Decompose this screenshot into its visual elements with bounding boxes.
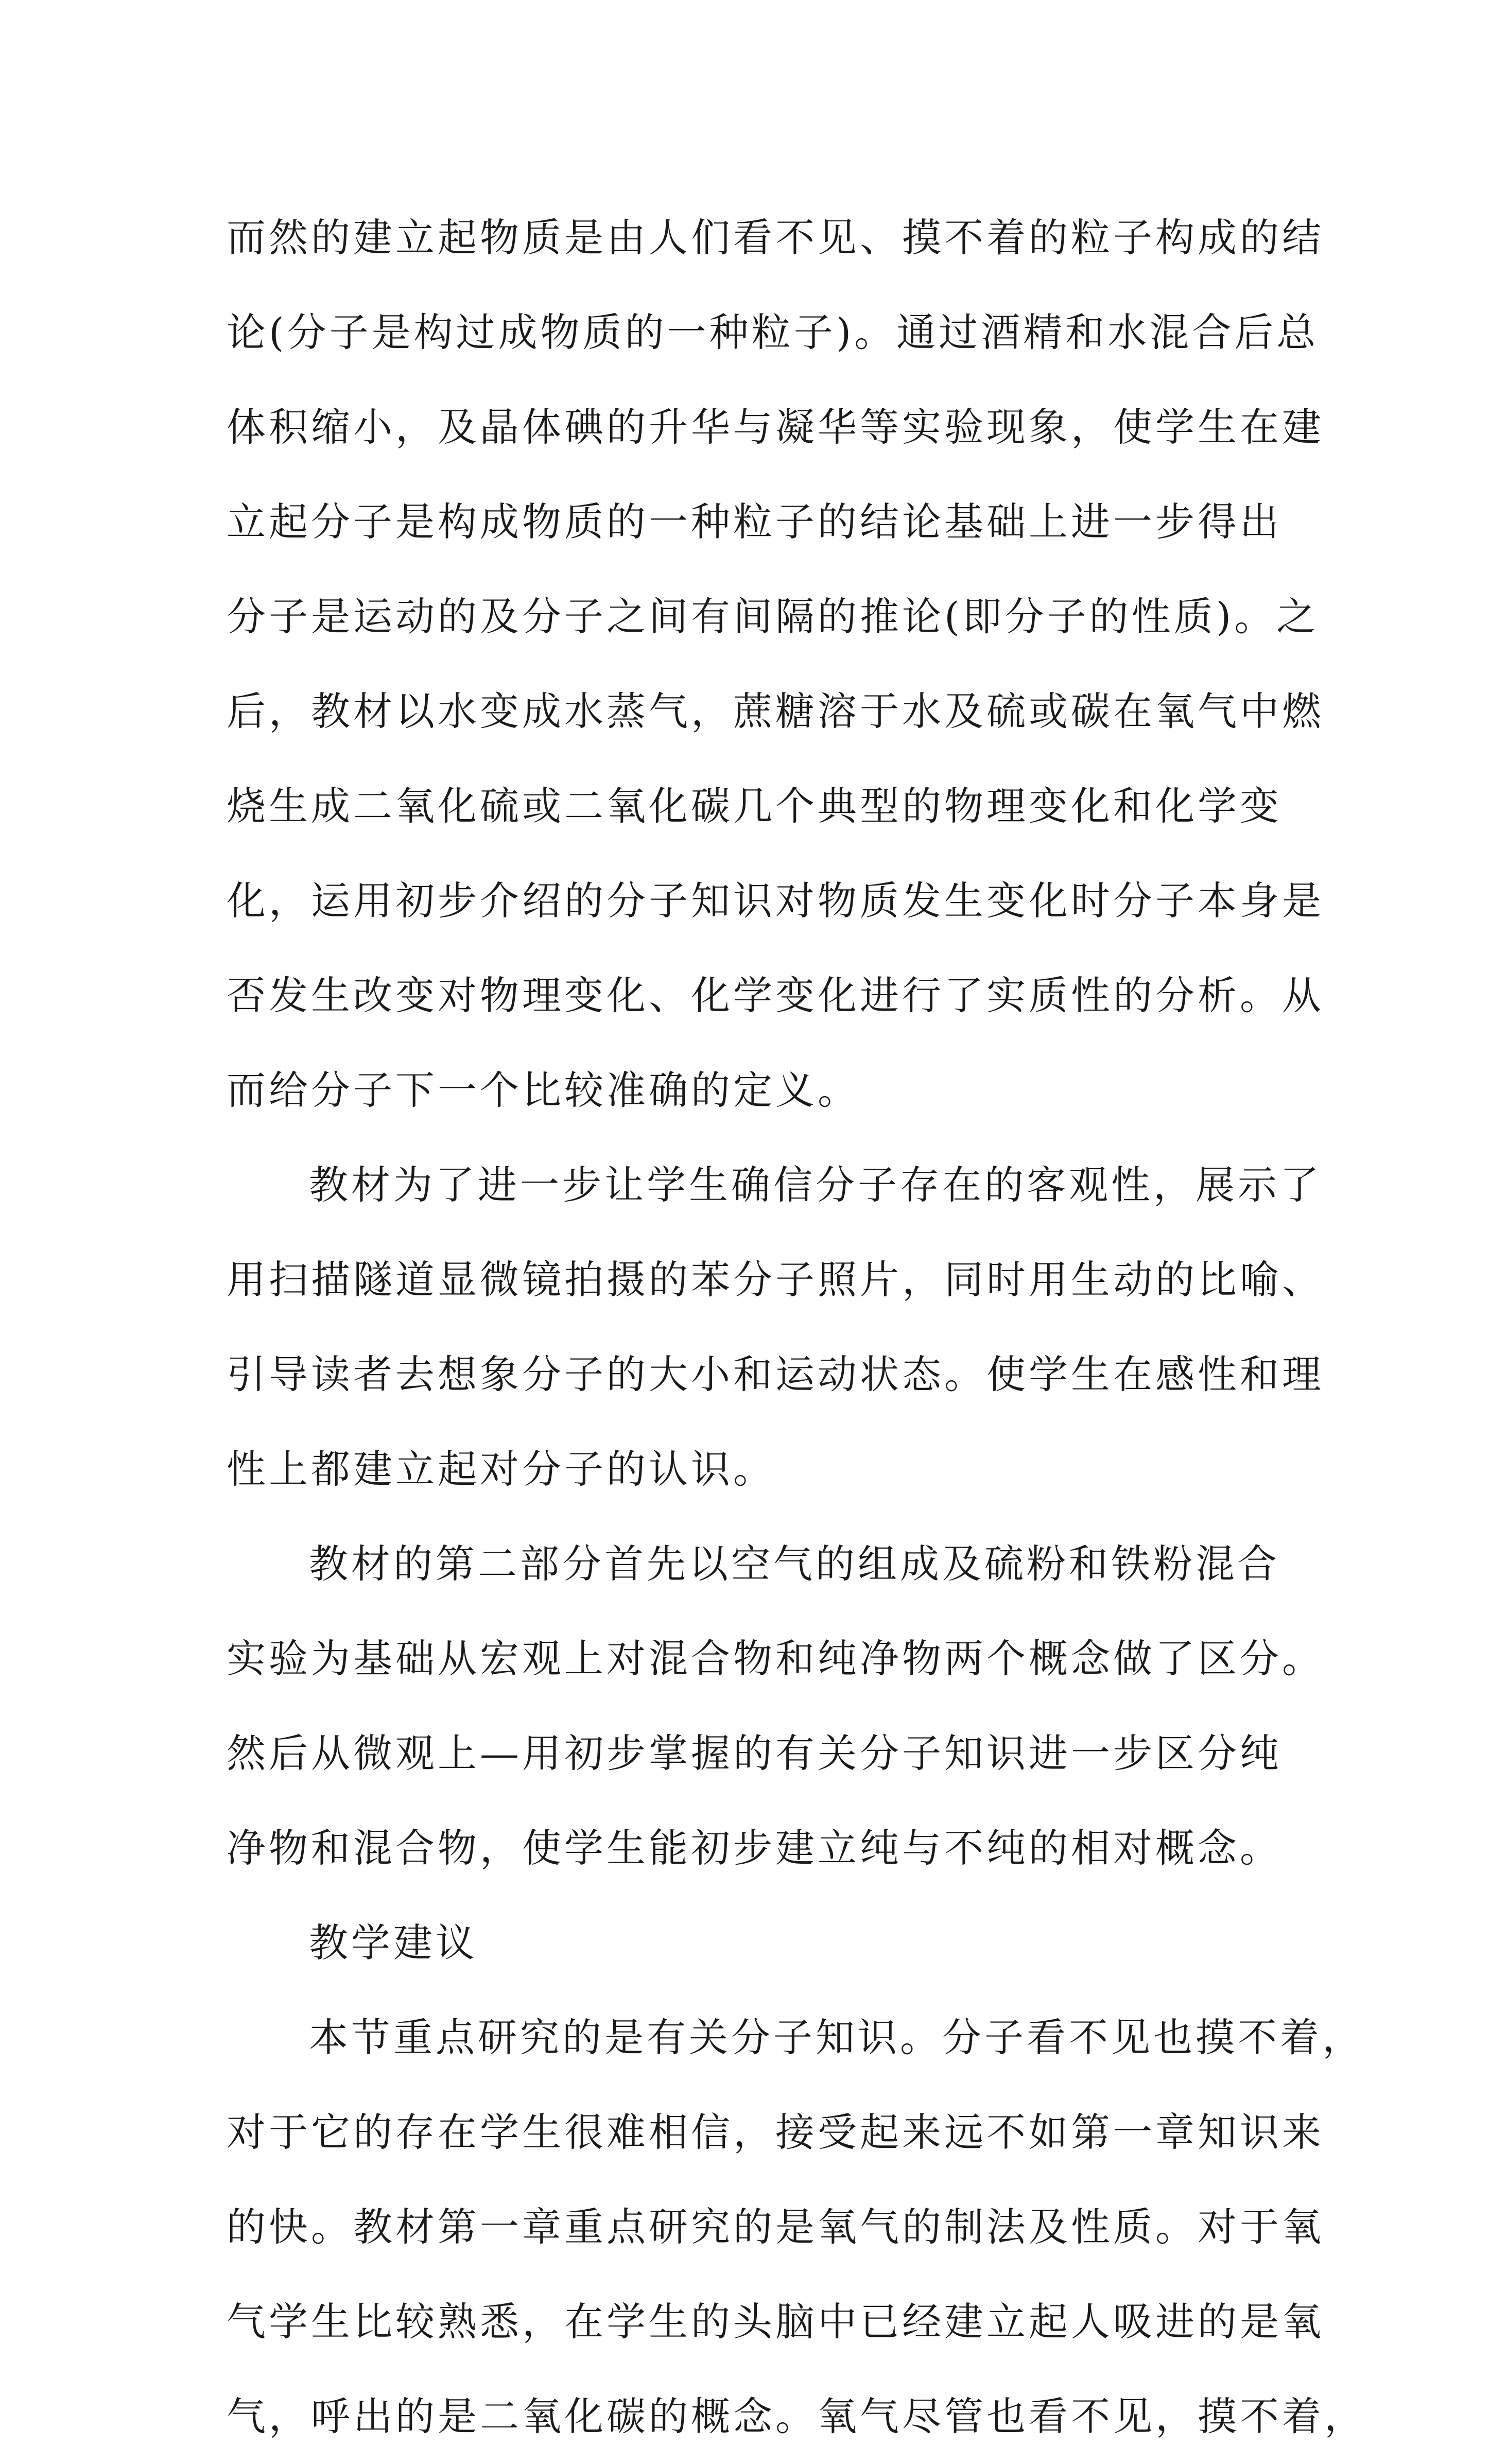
text-line: 化，运用初步介绍的分子知识对物质发生变化时分子本身是: [227, 878, 1324, 924]
text-line: 否发生改变对物理变化、化学变化进行了实质性的分析。从: [227, 973, 1324, 1018]
text-line: 净物和混合物，使学生能初步建立纯与不纯的相对概念。: [227, 1825, 1282, 1871]
text-line: 教材为了进一步让学生确信分子存在的客观性，展示了: [309, 1162, 1322, 1208]
text-line: 立起分子是构成物质的一种粒子的结论基础上进一步得出: [227, 499, 1282, 545]
section-heading: 教学建议: [309, 1920, 478, 1966]
text-line: 然后从微观上—用初步掌握的有关分子知识进一步区分纯: [227, 1730, 1282, 1776]
text-line: 对于它的存在学生很难相信，接受起来远不如第一章知识来: [227, 2109, 1324, 2155]
text-line: 引导读者去想象分子的大小和运动状态。使学生在感性和理: [227, 1351, 1324, 1397]
document-page: [227, 190, 1366, 2464]
text-line: 烧生成二氧化硫或二氧化碳几个典型的物理变化和化学变: [227, 783, 1282, 829]
text-line: 本节重点研究的是有关分子知识。分子看不见也摸不着，: [309, 2015, 1364, 2060]
text-line: 而然的建立起物质是由人们看不见、摸不着的粒子构成的结: [227, 215, 1324, 261]
text-line: 体积缩小，及晶体碘的升华与凝华等实验现象，使学生在建: [227, 404, 1324, 450]
text-line: 实验为基础从宏观上对混合物和纯净物两个概念做了区分。: [227, 1636, 1324, 1681]
text-line: 分子是运动的及分子之间有间隔的推论(即分子的性质)。之: [227, 594, 1319, 639]
text-line: 而给分子下一个比较准确的定义。: [227, 1067, 860, 1113]
text-line: 论(分子是构过成物质的一种粒子)。通过酒精和水混合后总: [227, 309, 1319, 355]
text-line: 的快。教材第一章重点研究的是氧气的制法及性质。对于氧: [227, 2204, 1324, 2250]
text-line: 性上都建立起对分子的认识。: [227, 1446, 775, 1492]
text-line: 教材的第二部分首先以空气的组成及硫粉和铁粉混合: [309, 1541, 1280, 1587]
text-line: 气，呼出的是二氧化碳的概念。氧气尽管也看不见，摸不着，: [227, 2393, 1366, 2439]
text-line: 用扫描隧道显微镜拍摄的苯分子照片，同时用生动的比喻、: [227, 1257, 1324, 1303]
text-line: 后，教材以水变成水蒸气，蔗糖溶于水及硫或碳在氧气中燃: [227, 688, 1324, 734]
text-line: 气学生比较熟悉，在学生的头脑中已经建立起人吸进的是氧: [227, 2299, 1324, 2345]
